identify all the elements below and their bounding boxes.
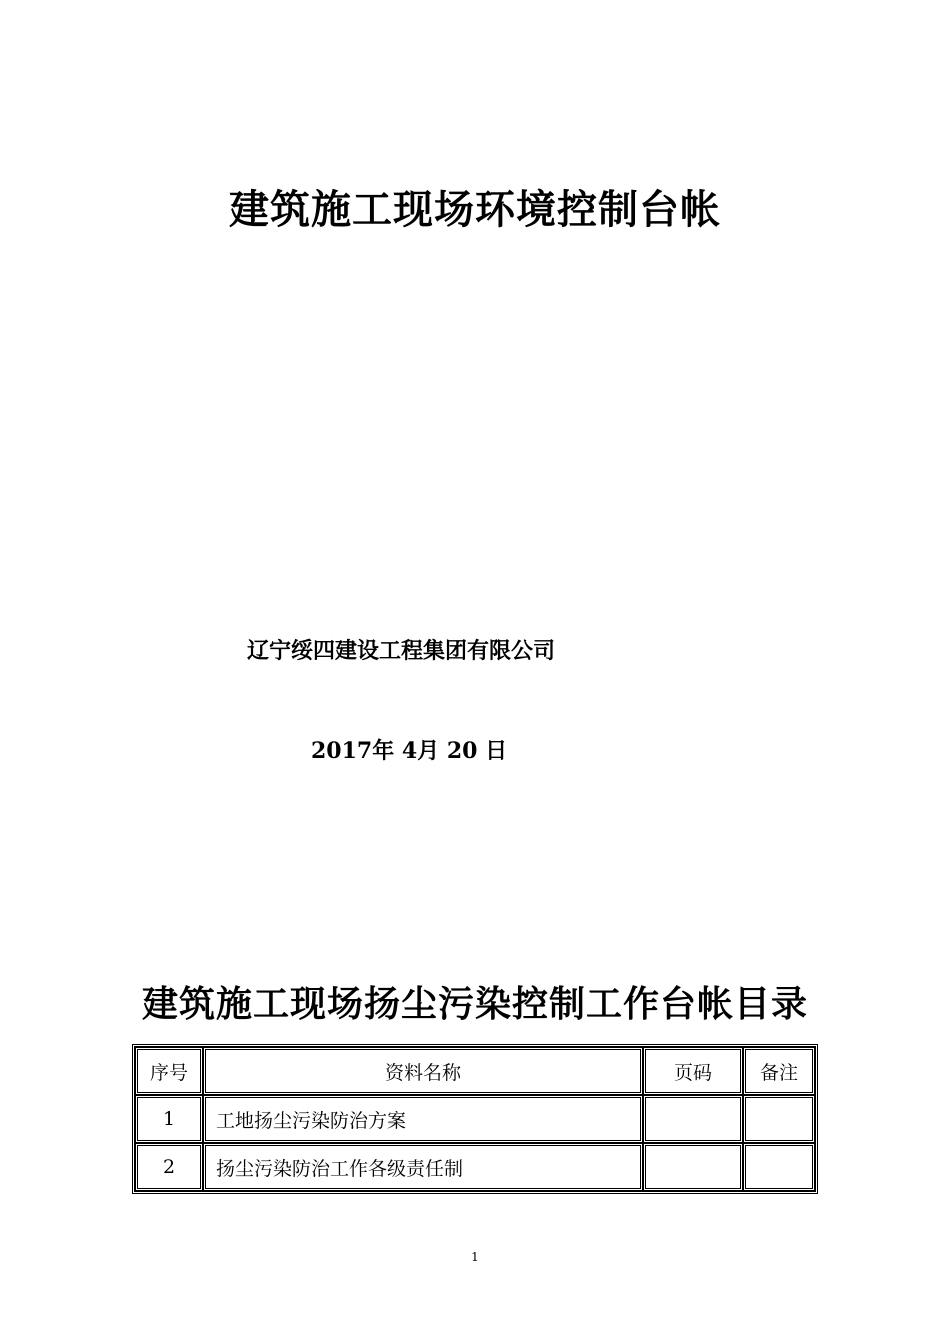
document-title: 建筑施工现场环境控制台帐 bbox=[229, 187, 721, 233]
header-num: 序号 bbox=[135, 1047, 203, 1095]
table-row bbox=[135, 1095, 815, 1143]
row-page bbox=[643, 1143, 743, 1191]
row-name: 扬尘污染防治工作各级责任制 bbox=[203, 1143, 643, 1191]
row-num: 1 bbox=[135, 1095, 203, 1143]
row-num: 2 bbox=[135, 1143, 203, 1191]
row-name: 工地扬尘污染防治方案 bbox=[203, 1095, 643, 1143]
document-date: 2017年 4月 20 日 bbox=[311, 738, 508, 764]
row-note bbox=[743, 1143, 815, 1191]
table-row bbox=[135, 1143, 815, 1191]
toc-title: 建筑施工现场扬尘污染控制工作台帐目录 bbox=[141, 984, 808, 1025]
header-note: 备注 bbox=[743, 1047, 815, 1095]
page-number: 1 bbox=[471, 1250, 479, 1264]
company-name: 辽宁绥四建设工程集团有限公司 bbox=[247, 639, 556, 664]
toc-header-row bbox=[135, 1047, 815, 1095]
toc-table bbox=[132, 1044, 818, 1194]
row-page bbox=[643, 1095, 743, 1143]
row-note bbox=[743, 1095, 815, 1143]
header-page: 页码 bbox=[643, 1047, 743, 1095]
header-name: 资料名称 bbox=[203, 1047, 643, 1095]
